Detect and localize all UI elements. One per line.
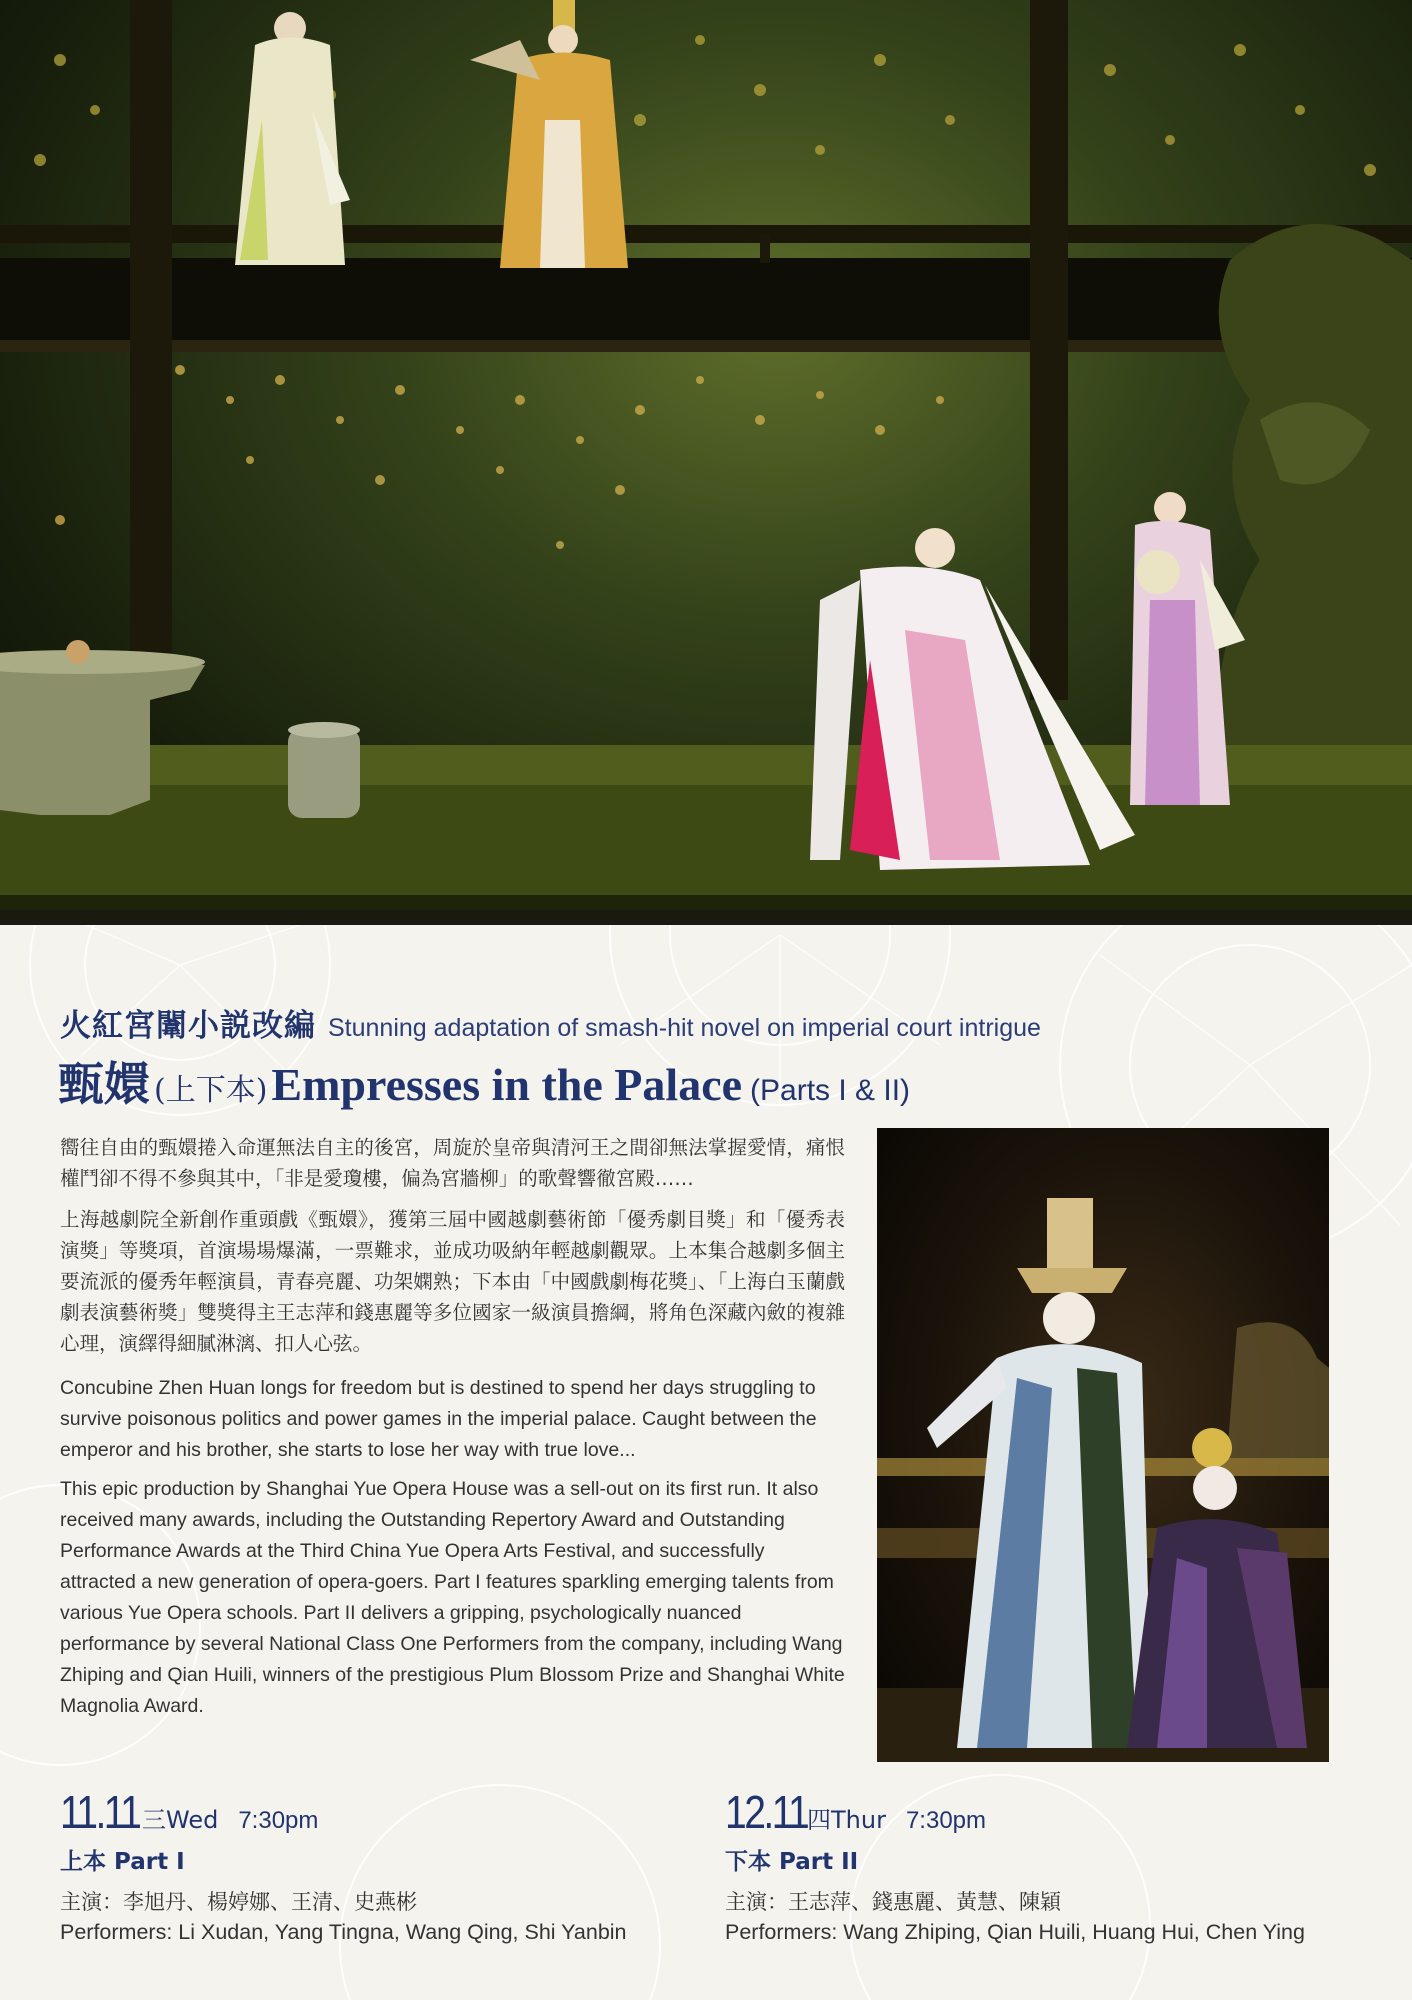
show-cast-chinese: 主演：王志萍、錢惠麗、黃慧、陳穎: [725, 1890, 1061, 1914]
show-part-label: 下本 Part II: [725, 1849, 859, 1875]
show-part-label: 上本 Part I: [60, 1849, 185, 1875]
page-title: [58, 1048, 910, 1114]
show-date: 12.11: [725, 1786, 808, 1838]
show-time: 7:30pm: [905, 1807, 987, 1834]
tagline-english: Stunning adaptation of smash-hit novel on imperial court intrigue: [328, 1014, 1041, 1042]
show-cast-chinese: 主演：李旭丹、楊婷娜、王清、史燕彬: [60, 1890, 417, 1914]
show-date-line: [60, 1785, 627, 1839]
show-cast-english: Performers: Wang Zhiping, Qian Huili, Huang Hui, Chen Ying: [725, 1920, 1305, 1944]
show-cast-english: Performers: Li Xudan, Yang Tingna, Wang Qing, Shi Yanbin: [60, 1920, 627, 1944]
show-weekday: 四Thur: [807, 1806, 886, 1834]
show-weekday: 三Wed: [142, 1806, 219, 1834]
inset-performance-photo: [877, 1128, 1329, 1762]
show-schedule-part-2: [725, 1785, 1305, 1945]
show-date: 11.11: [60, 1786, 140, 1838]
performer-figure-upper-left: [235, 12, 350, 265]
title-english: Empresses in the Palace: [271, 1059, 743, 1110]
title-chinese-parts: (上下本): [154, 1073, 268, 1108]
show-time: 7:30pm: [238, 1807, 319, 1834]
stage-scene-illustration: [0, 0, 1412, 925]
description-block: [60, 1132, 845, 1722]
synopsis-english: Concubine Zhen Huan longs for freedom but is destined to spend her days struggling to survive poisonous politics and power games in the imperial palace. Caught between the emperor and his brother, she starts to lose her way with true love...: [60, 1377, 817, 1461]
synopsis-chinese: 嚮往自由的甄嬛捲入命運無法自主的後宮，周旋於皇帝與清河王之間卻無法掌握愛情，痛恨權鬥卻不得不參與其中，「非是愛瓊樓，偏為宮牆柳」的歌聲響徹宮殿……: [60, 1136, 845, 1190]
title-chinese: 甄嬛: [58, 1057, 150, 1111]
production-chinese: 上海越劇院全新創作重頭戲《甄嬛》，獲第三屆中國越劇藝術節「優秀劇目獎」和「優秀表演獎」等獎項，首演場場爆滿，一票難求，並成功吸納年輕越劇觀眾。上本集合越劇多個主要流派的優秀年輕演員，青春亮麗、功架嫻熟；下本由「中國戲劇梅花獎」、「上海白玉蘭戲劇表演藝術獎」雙獎得主王志萍和錢惠麗等多位國家一級演員擔綱，將角色深藏內斂的複雜心理，演繹得細膩淋漓、扣人心弦。: [60, 1208, 845, 1355]
show-schedule-part-1: [60, 1785, 627, 1945]
tagline-chinese: 火紅宮闈小説改編: [60, 1008, 316, 1044]
show-date-line: [725, 1785, 1305, 1839]
tagline: [60, 1000, 1041, 1045]
two-performers-illustration: [877, 1128, 1329, 1762]
title-english-parts: (Parts I & II): [750, 1074, 911, 1107]
hero-stage-photo: [0, 0, 1412, 925]
production-english: This epic production by Shanghai Yue Opera House was a sell-out on its first run. It also received many awards, including the Outstanding Repertory Award and Outstanding Performance Awards at the Third China Yue Opera Arts Festival, and successfully attracted a new generation of opera-goers. Part I features sparkling emerging talents from various Yue Opera schools. Part II delivers a gripping, psychologically nuanced performance by several National Class One Performers from the company, including Wang Zhiping and Qian Huili, winners of the prestigious Plum Blossom Prize and Shanghai White Magnolia Award.: [60, 1478, 845, 1717]
